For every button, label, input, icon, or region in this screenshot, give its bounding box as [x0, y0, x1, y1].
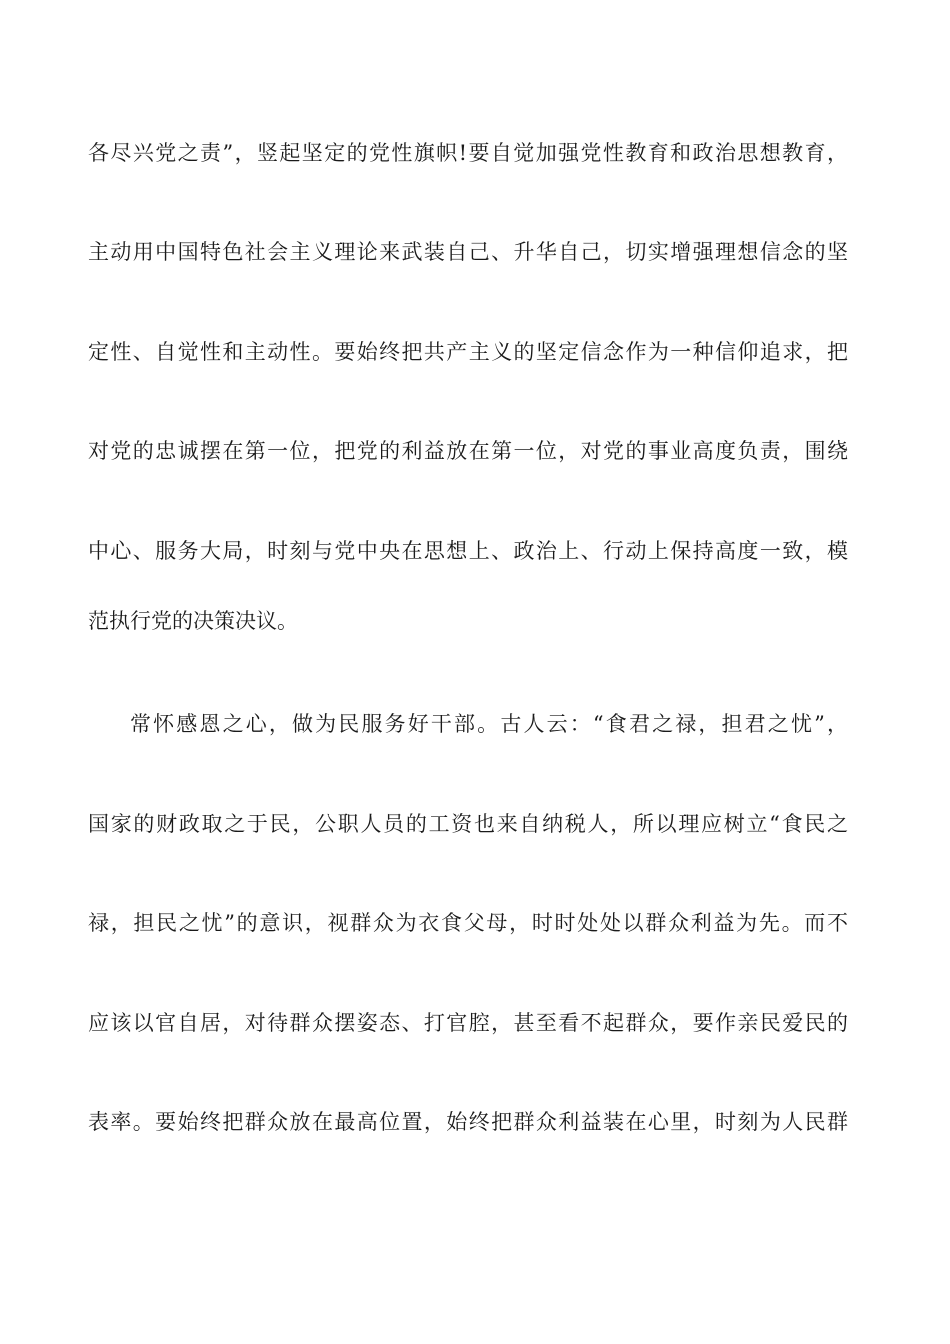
- text-line-11: 表率。要始终把群众放在最高位置，始终把群众利益装在心里，时刻为人民群: [88, 1110, 848, 1134]
- text-line-5: 中心、服务大局，时刻与党中央在思想上、政治上、行动上保持高度一致，模: [88, 539, 848, 563]
- text-line-10: 应该以官自居，对待群众摆姿态、打官腔，甚至看不起群众，要作亲民爱民的: [88, 1011, 848, 1035]
- text-line-2: 主动用中国特色社会主义理论来武装自己、升华自己，切实增强理想信念的坚: [88, 240, 848, 264]
- text-line-4: 对党的忠诚摆在第一位，把党的利益放在第一位，对党的事业高度负责，围绕: [88, 439, 848, 463]
- text-line-8: 国家的财政取之于民，公职人员的工资也来自纳税人，所以理应树立“食民之: [88, 812, 848, 836]
- text-line-3: 定性、自觉性和主动性。要始终把共产主义的坚定信念作为一种信仰追求，把: [88, 340, 848, 364]
- text-line-1: 各尽兴党之责”，竖起坚定的党性旗帜!要自觉加强党性教育和政治思想教育，: [88, 141, 848, 165]
- paragraph-start-line: 常怀感恩之心，做为民服务好干部。古人云：“食君之禄，担君之忧”，: [130, 712, 848, 736]
- text-line-9: 禄，担民之忧”的意识，视群众为衣食父母，时时处处以群众利益为先。而不: [88, 911, 848, 935]
- text-line-6: 范执行党的决策决议。: [88, 609, 298, 633]
